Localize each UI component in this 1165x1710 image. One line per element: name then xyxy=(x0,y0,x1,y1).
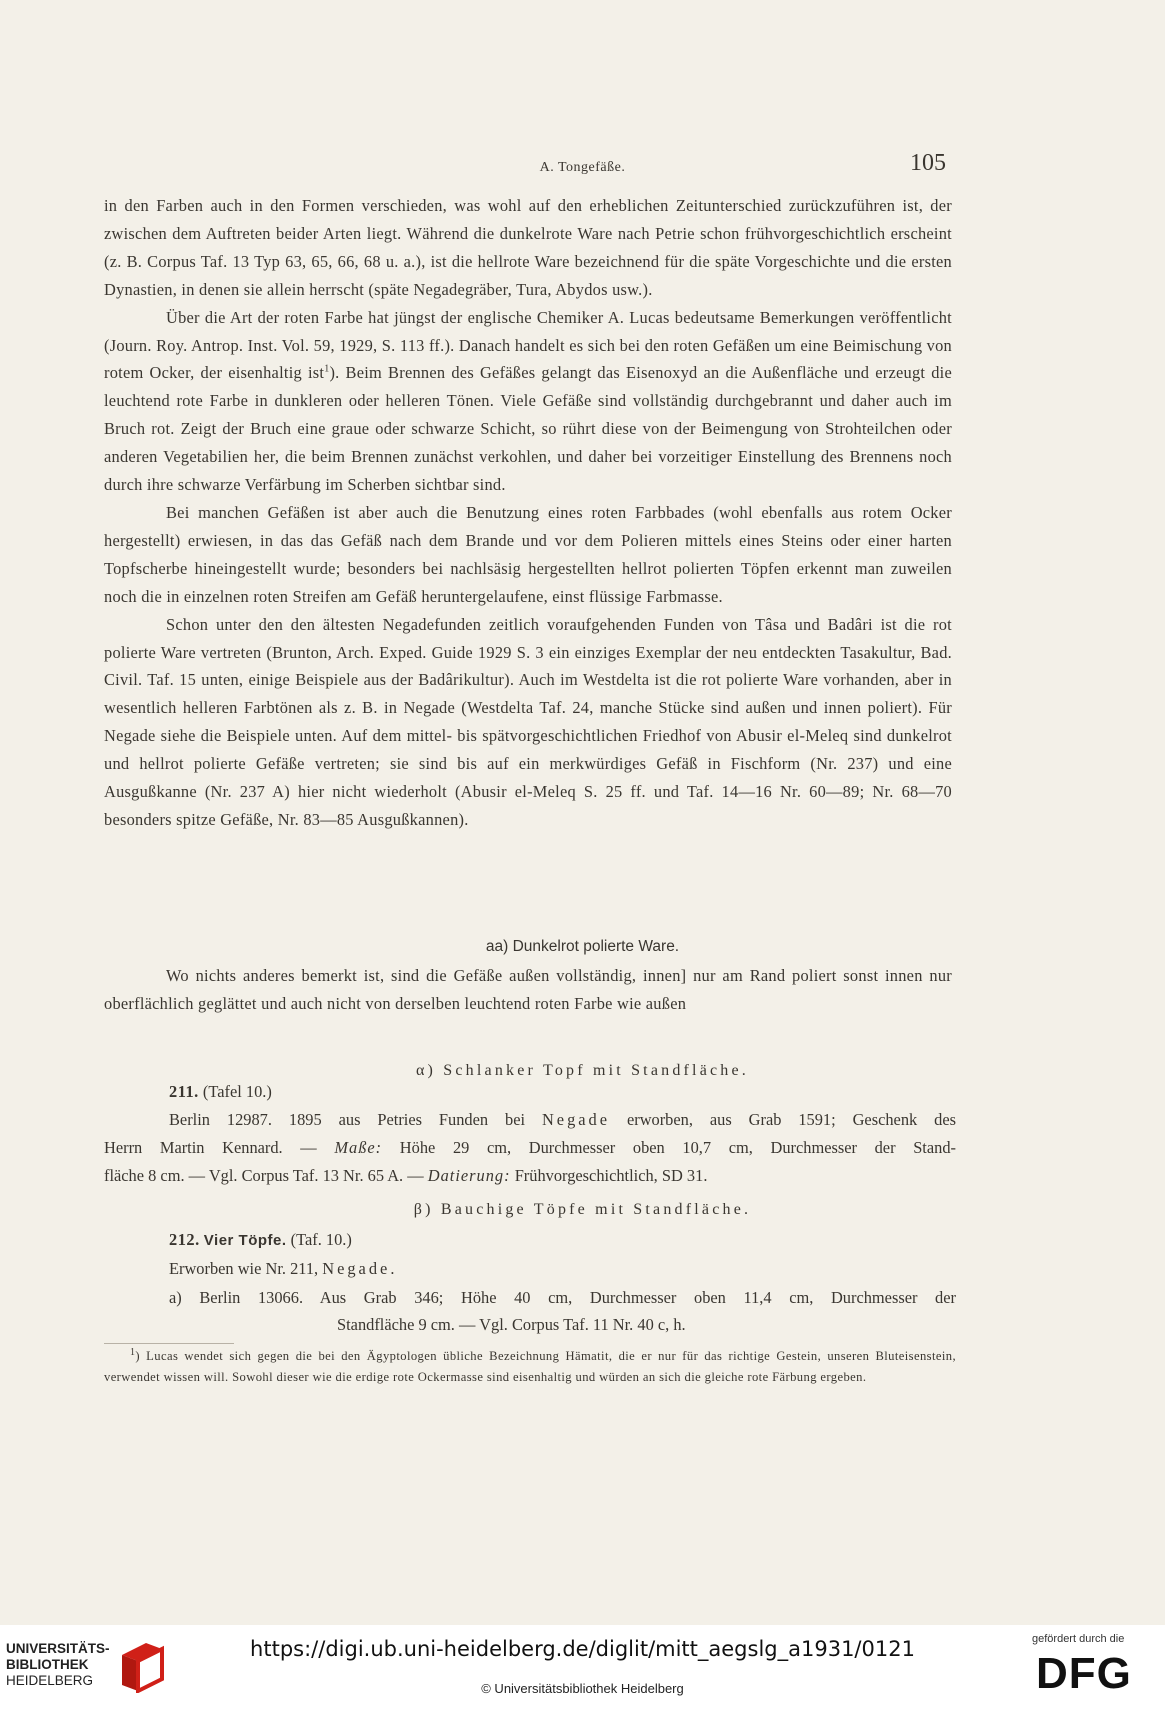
entry-211-line-2 xyxy=(104,1134,956,1162)
dfg-logo[interactable]: DFG xyxy=(1036,1649,1132,1698)
digitization-footer xyxy=(0,1625,1165,1710)
page-number: 105 xyxy=(910,150,946,176)
entry-211-text: erworben, aus Grab 1591; Geschenk des xyxy=(610,1110,956,1129)
paragraph-2-part-a: Über die Art der roten Farbe hat jüngst der englische Chemiker A. Lucas bedeutsame Bemerkungen veröffentlicht (Journ. Roy. Antrop. Inst. Vol. 59, 1929, S. 113 ff.). Danach handelt es sich bei den roten Gefäßen um eine Beimischung von rotem Ocker, der eisenhaltig ist xyxy=(104,307,952,383)
section-aa-intro: Wo nichts anderes bemerkt ist, sind die Gefäße außen vollständig, innen] nur am Rand poliert sonst innen nur oberflächlich geglättet und auch nicht von derselben leuchtend roten Farbe wie außen xyxy=(104,966,952,1013)
entry-212-item-a-line-1: a) Berlin 13066. Aus Grab 346; Höhe 40 cm, Durchmesser oben 11,4 cm, Durchmesser der xyxy=(169,1288,956,1307)
footnote-1 xyxy=(104,1346,956,1388)
body-text-block xyxy=(104,192,952,834)
entry-212-text: Erworben wie Nr. 211, xyxy=(169,1259,323,1278)
entry-211-text: Höhe 29 cm, Durchmesser oben 10,7 cm, Durchmesser der Stand- xyxy=(382,1138,956,1157)
entry-211-text: Herrn Martin Kennard. — xyxy=(104,1138,335,1157)
paragraph-1: in den Farben auch in den Formen verschieden, was wohl auf den erheblichen Zeitunterschied zurückzuführen ist, der zwischen dem Auftreten beider Arten liegt. Während die dunkelrote Ware nach Petrie schon frühvorgeschichtlich erscheint (z. B. Corpus Taf. 13 Typ 63, 65, 66, 68 u. a.), ist die hellrote Ware bezeichnend für die späte Vorgeschichte und die ersten Dynastien, in denen sie allein herrscht (späte Negadegräber, Tura, Abydos usw.). xyxy=(104,196,952,299)
entry-211-text: Berlin 12987. 1895 aus Petries Funden bei xyxy=(169,1110,542,1129)
footnote-text: ) Lucas wendet sich gegen die bei den Ägyptologen übliche Bezeichnung Hämatit, die er nur für das richtige Gestein, unseren Bluteisenstein, verwendet wissen will. Sowohl dieser wie die erdige rote Ockermasse sind eisenhaltig und würden an sich die gleiche rote Färbung ergeben. xyxy=(104,1349,956,1384)
paragraph-2 xyxy=(104,304,952,499)
library-name-line: HEIDELBERG xyxy=(6,1673,94,1688)
section-aa-intro-block xyxy=(104,962,952,1018)
entry-212-number: 212. xyxy=(169,1230,200,1249)
copyright-notice: © Universitätsbibliothek Heidelberg xyxy=(481,1681,684,1696)
paragraph-3: Bei manchen Gefäßen ist aber auch die Benutzung eines roten Farbbades (wohl ebenfalls aus rotem Ocker hergestellt) erwiesen, in das das Gefäß nach dem Brande und vor dem Polieren mittels eines Steins oder einer harten Topfscherbe hineingestellt wurde; besonders bei nachlsäsig hergestellten hellrot polierten Töpfen erkennt man zuweilen noch die in einzelnen roten Streifen am Gefäß heruntergelaufene, einst flüssige Farbmasse. xyxy=(104,502,952,606)
footnote-block xyxy=(104,1346,956,1388)
entry-211-place: Negade xyxy=(541,1110,611,1129)
library-name-line: UNIVERSITÄTS- xyxy=(6,1641,110,1656)
entry-212-plate: (Taf. 10.) xyxy=(290,1230,352,1249)
library-name-line: BIBLIOTHEK xyxy=(6,1657,89,1672)
entry-212-place: Negade xyxy=(322,1259,391,1278)
entry-211-label-dimensions: Maße: xyxy=(334,1138,383,1157)
entry-211-header xyxy=(169,1078,272,1106)
paragraph-4: Schon unter den den ältesten Negadefunden zeitlich voraufgehenden Funden von Tâsa und Badâri ist die rot polierte Ware vertreten (Brunton, Arch. Exped. Guide 1929 S. 3 ein einziges Exemplar der neu entdeckten Tasakultur, Bad. Civil. Taf. 15 unten, einige Beispiele aus der Badârikultur). Auch im Westdelta ist die rot polierte Ware vorhanden, aber in wesentlich helleren Farbtönen als z. B. in Negade (Westdelta Taf. 24, manche Stücke sind außen und innen poliert). Für Negade siehe die Beispiele unten. Auf dem mittel- bis spätvorgeschichtlichen Friedhof von Abusir el-Meleq sind dunkelrot und hellrot polierte Gefäße vertreten; sie sind bis auf ein merkwürdiges Gefäß in Fischform (Nr. 237) und eine Ausgußkanne (Nr. 237 A) hier nicht wiederholt (Abusir el-Meleq S. 25 ff. und Taf. 14—16 Nr. 60—89; Nr. 68—70 besonders spitze Gefäße, Nr. 83—85 Ausgußkannen). xyxy=(104,614,952,829)
footnote-marker: 1 xyxy=(130,1346,136,1358)
entry-212-title: Vier Töpfe. xyxy=(203,1232,287,1249)
entry-211-line-3 xyxy=(104,1162,707,1190)
entry-212-text: . xyxy=(390,1259,395,1278)
entry-211-number: 211. xyxy=(169,1082,199,1101)
running-header: A. Tongefäße. xyxy=(539,160,626,175)
entry-211-plate: (Tafel 10.) xyxy=(202,1082,272,1101)
entry-212-acquisition xyxy=(169,1255,394,1283)
entry-211-label-dating: Datierung: xyxy=(427,1166,511,1185)
entry-212-item-a-line-2: Standfläche 9 cm. — Vgl. Corpus Taf. 11 Nr. 40 c, h. xyxy=(337,1315,686,1334)
source-url-link[interactable]: https://digi.ub.uni-heidelberg.de/diglit/mitt_aegslg_a1931/0121 xyxy=(250,1637,915,1661)
footnote-reference: 1 xyxy=(324,363,330,375)
subheading-beta: β) Bauchige Töpfe mit Standfläche. xyxy=(413,1201,752,1218)
entry-211-text: fläche 8 cm. — Vgl. Corpus Taf. 13 Nr. 65 A. — xyxy=(104,1166,428,1185)
entry-212-header xyxy=(169,1226,352,1255)
funding-note: gefördert durch die xyxy=(1032,1633,1125,1645)
entry-211-text: Frühvorgeschichtlich, SD 31. xyxy=(510,1166,708,1185)
section-heading-aa: aa) Dunkelrot polierte Ware. xyxy=(485,938,680,955)
footnote-separator xyxy=(104,1343,234,1344)
subheading-alpha: α) Schlanker Topf mit Standfläche. xyxy=(415,1062,750,1079)
entry-211-line-1 xyxy=(169,1106,956,1134)
paragraph-2-part-b: ). Beim Brennen des Gefäßes gelangt das Eisenoxyd an die Außenfläche und erzeugt die leuchtend rote Farbe in dunkleren oder helleren Tönen. Viele Gefäße sind vollständig durchgebrannt und daher auch im Bruch rot. Zeigt der Bruch eine graue oder schwarze Schicht, so rührt diese von der Beimengung von Strohteilchen oder anderen Vegetabilien her, die beim Brennen zunächst verkohlen, und daher bei vorzeitiger Einstellung des Brennens noch durch ihre schwarze Verfärbung im Scherben sichtbar sind. xyxy=(104,363,952,495)
